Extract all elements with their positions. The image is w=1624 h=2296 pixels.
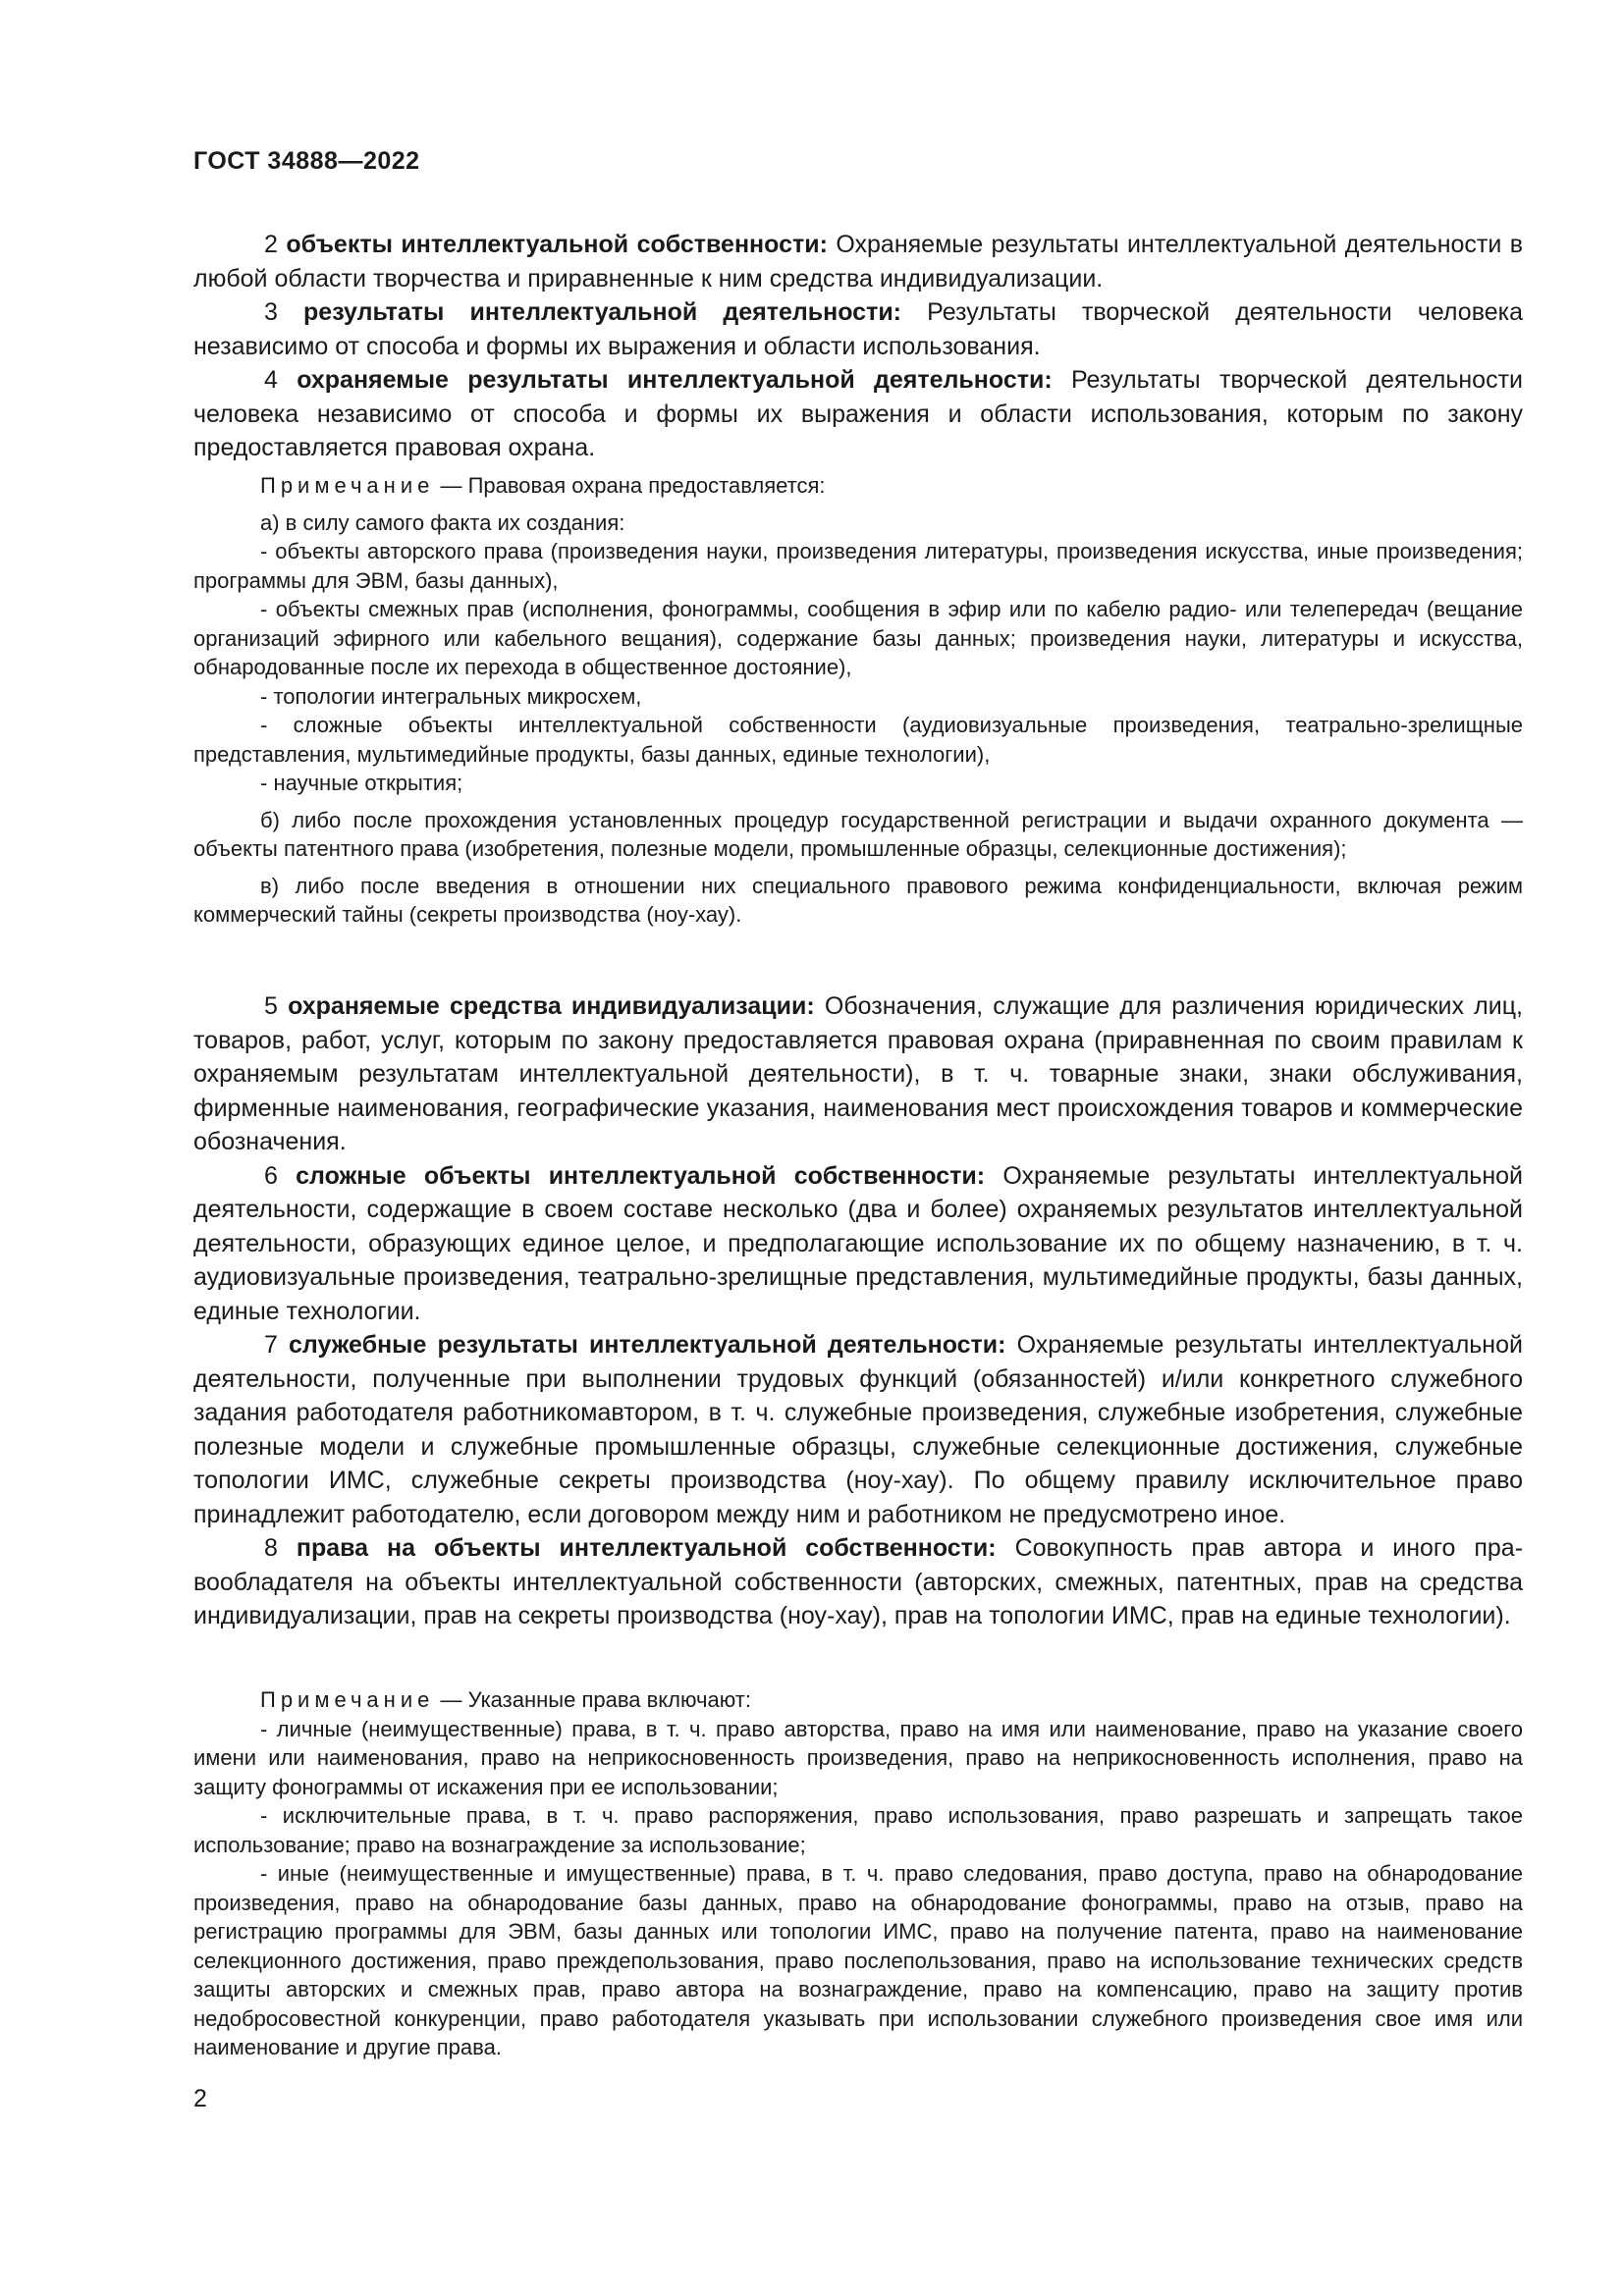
note-heading: Примечание — Указанные права включают: [260, 1687, 751, 1712]
term-paragraph: 2 объекты интеллектуальной собственности: Охраняемые результаты интеллектуальной деятельности в любой области творчества и приравненные к ним средства индивидуализации. [193, 231, 1524, 293]
note-item: - научные открытия; [260, 771, 463, 795]
note-item: б) либо после прохождения установленных процедур государственной регистрации и выдачи охранного документа — объекты патентного права (изобретения, полезные модели, промышленные образцы, селекционные достижения); [193, 807, 1523, 861]
note-item: - объекты авторского права (произведения науки, произведения литературы, произведения искусства, иные произведения; программы для ЭВМ, базы данных), [193, 539, 1523, 593]
document-code: ГОСТ 34888—2022 [193, 147, 420, 175]
terms-section-1 [193, 228, 1523, 465]
terms-section-2 [193, 989, 1523, 1633]
note-item: - объекты смежных прав (исполнения, фонограммы, сообщения в эфир или по кабелю радио- или телепередач (вещание организаций эфирного или кабельного вещания), содержание базы данных; произведения науки, литературы и искусства, обнародованные после их перехода в общественное достояние), [193, 597, 1523, 679]
note-legal-protection [193, 471, 1523, 930]
note-item: - топологии интегральных микросхем, [260, 683, 642, 709]
note-item: - иные (неимущественные и имущественные) права, в т. ч. право следования, право доступа, право на обнародование произведения, право на обнародование базы данных, право на обнародование фонограммы, право на отзыв, право на регистрацию программы для ЭВМ, базы данных или топологии ИМС, право на получение патента, право на наименование селекционного достижения, право преждепользования, право послепользования, право на использование технических средств защиты авторских и смежных прав, право автора на вознаграждение, право на компенсацию, право на защиту против недобросовестной конкуренции, право работодателя указывать при использовании служебного произведения свое имя или наименование и другие права. [193, 1861, 1523, 2059]
term-paragraph: 8 права на объекты интеллектуальной собственности: Совокупность прав автора и иного правообладателя на объекты интеллектуальной собственности (авторских, смежных, патентных, прав на средства индивидуализации, прав на секреты производства (ноу-хау), прав на топологии ИМС, прав на единые технологии). [193, 1534, 1524, 1629]
note-item: а) в силу самого факта их создания: [260, 509, 625, 535]
note-item: - личные (неимущественные) права, в т. ч. право авторства, право на имя или наименование, право на указание своего имени или наименования, право на неприкосновенность произведения, право на неприкосновенность исполнения, право на защиту фонограммы от искажения при ее использовании; [193, 1716, 1523, 1799]
note-item: - исключительные права, в т. ч. право распоряжения, право использования, право разрешать и запрещать такое использование; право на вознаграждение за использование; [193, 1803, 1523, 1857]
term-paragraph: 6 сложные объекты интеллектуальной собственности: Охраняемые результаты интеллектуальной деятельности, содержащие в своем составе несколько (два и более) охраняемых результатов интеллектуальной деятельности, образующих единое целое, и предполагающие использование их по общему назначению, в т. ч. аудиовизуальные произведения, театрально-зрелищные представления, мультимедийные продукты, базы данных, единые технологии. [193, 1161, 1523, 1325]
note-rights [193, 1685, 1523, 2062]
note-item: в) либо после введения в отношении них специального правового режима конфиденциальности, включая режим коммерческий тайны (секреты производства (ноу-хау). [193, 873, 1523, 927]
page-number: 2 [193, 2085, 207, 2112]
note-item: - сложные объекты интеллектуальной собственности (аудиовизуальные произведения, театрально-зрелищные представления, мультимедийные продукты, базы данных, единые технологии), [193, 713, 1523, 767]
term-paragraph: 4 охраняемые результаты интеллектуальной деятельности: Результаты творческой деятельности человека независимо от способа и формы их выражения и области использования, которым по закону предоставляется правовая охрана. [193, 366, 1523, 461]
term-paragraph: 3 результаты интеллектуальной деятельности: Результаты творческой деятельности человека независимо от способа и формы их выражения и области использования. [193, 298, 1523, 360]
term-paragraph: 5 охраняемые средства индивидуализации: Обозначения, служащие для различения юридических лиц, товаров, работ, услуг, которым по закону предоставляется правовая охрана (приравненная по своим правилам к охраняемым результатам интеллектуальной деятельности), в т. ч. товарные знаки, знаки обслуживания, фирменные наименования, географические указания, наименования мест происхождения товаров и коммерческие обозначения. [193, 992, 1523, 1155]
term-paragraph: 7 служебные результаты интеллектуальной деятельности: Охраняемые результаты интеллектуальной деятельности, полученные при выполнении трудовых функций (обязанностей) и/или конкретного служебного задания работодателя работникомавтором, в т. ч. служебные произведения, служебные изобретения, служебные полезные модели и служебные промышленные образцы, служебные селекционные достижения, служебные топологии ИМС, служебные секреты производства (ноу-хау). По общему правилу исключительное право принадлежит работодателю, если договором между ним и работником не предусмотрено иное. [193, 1331, 1523, 1528]
note-heading: Примечание — Правовая охрана предоставляется: [260, 473, 826, 498]
